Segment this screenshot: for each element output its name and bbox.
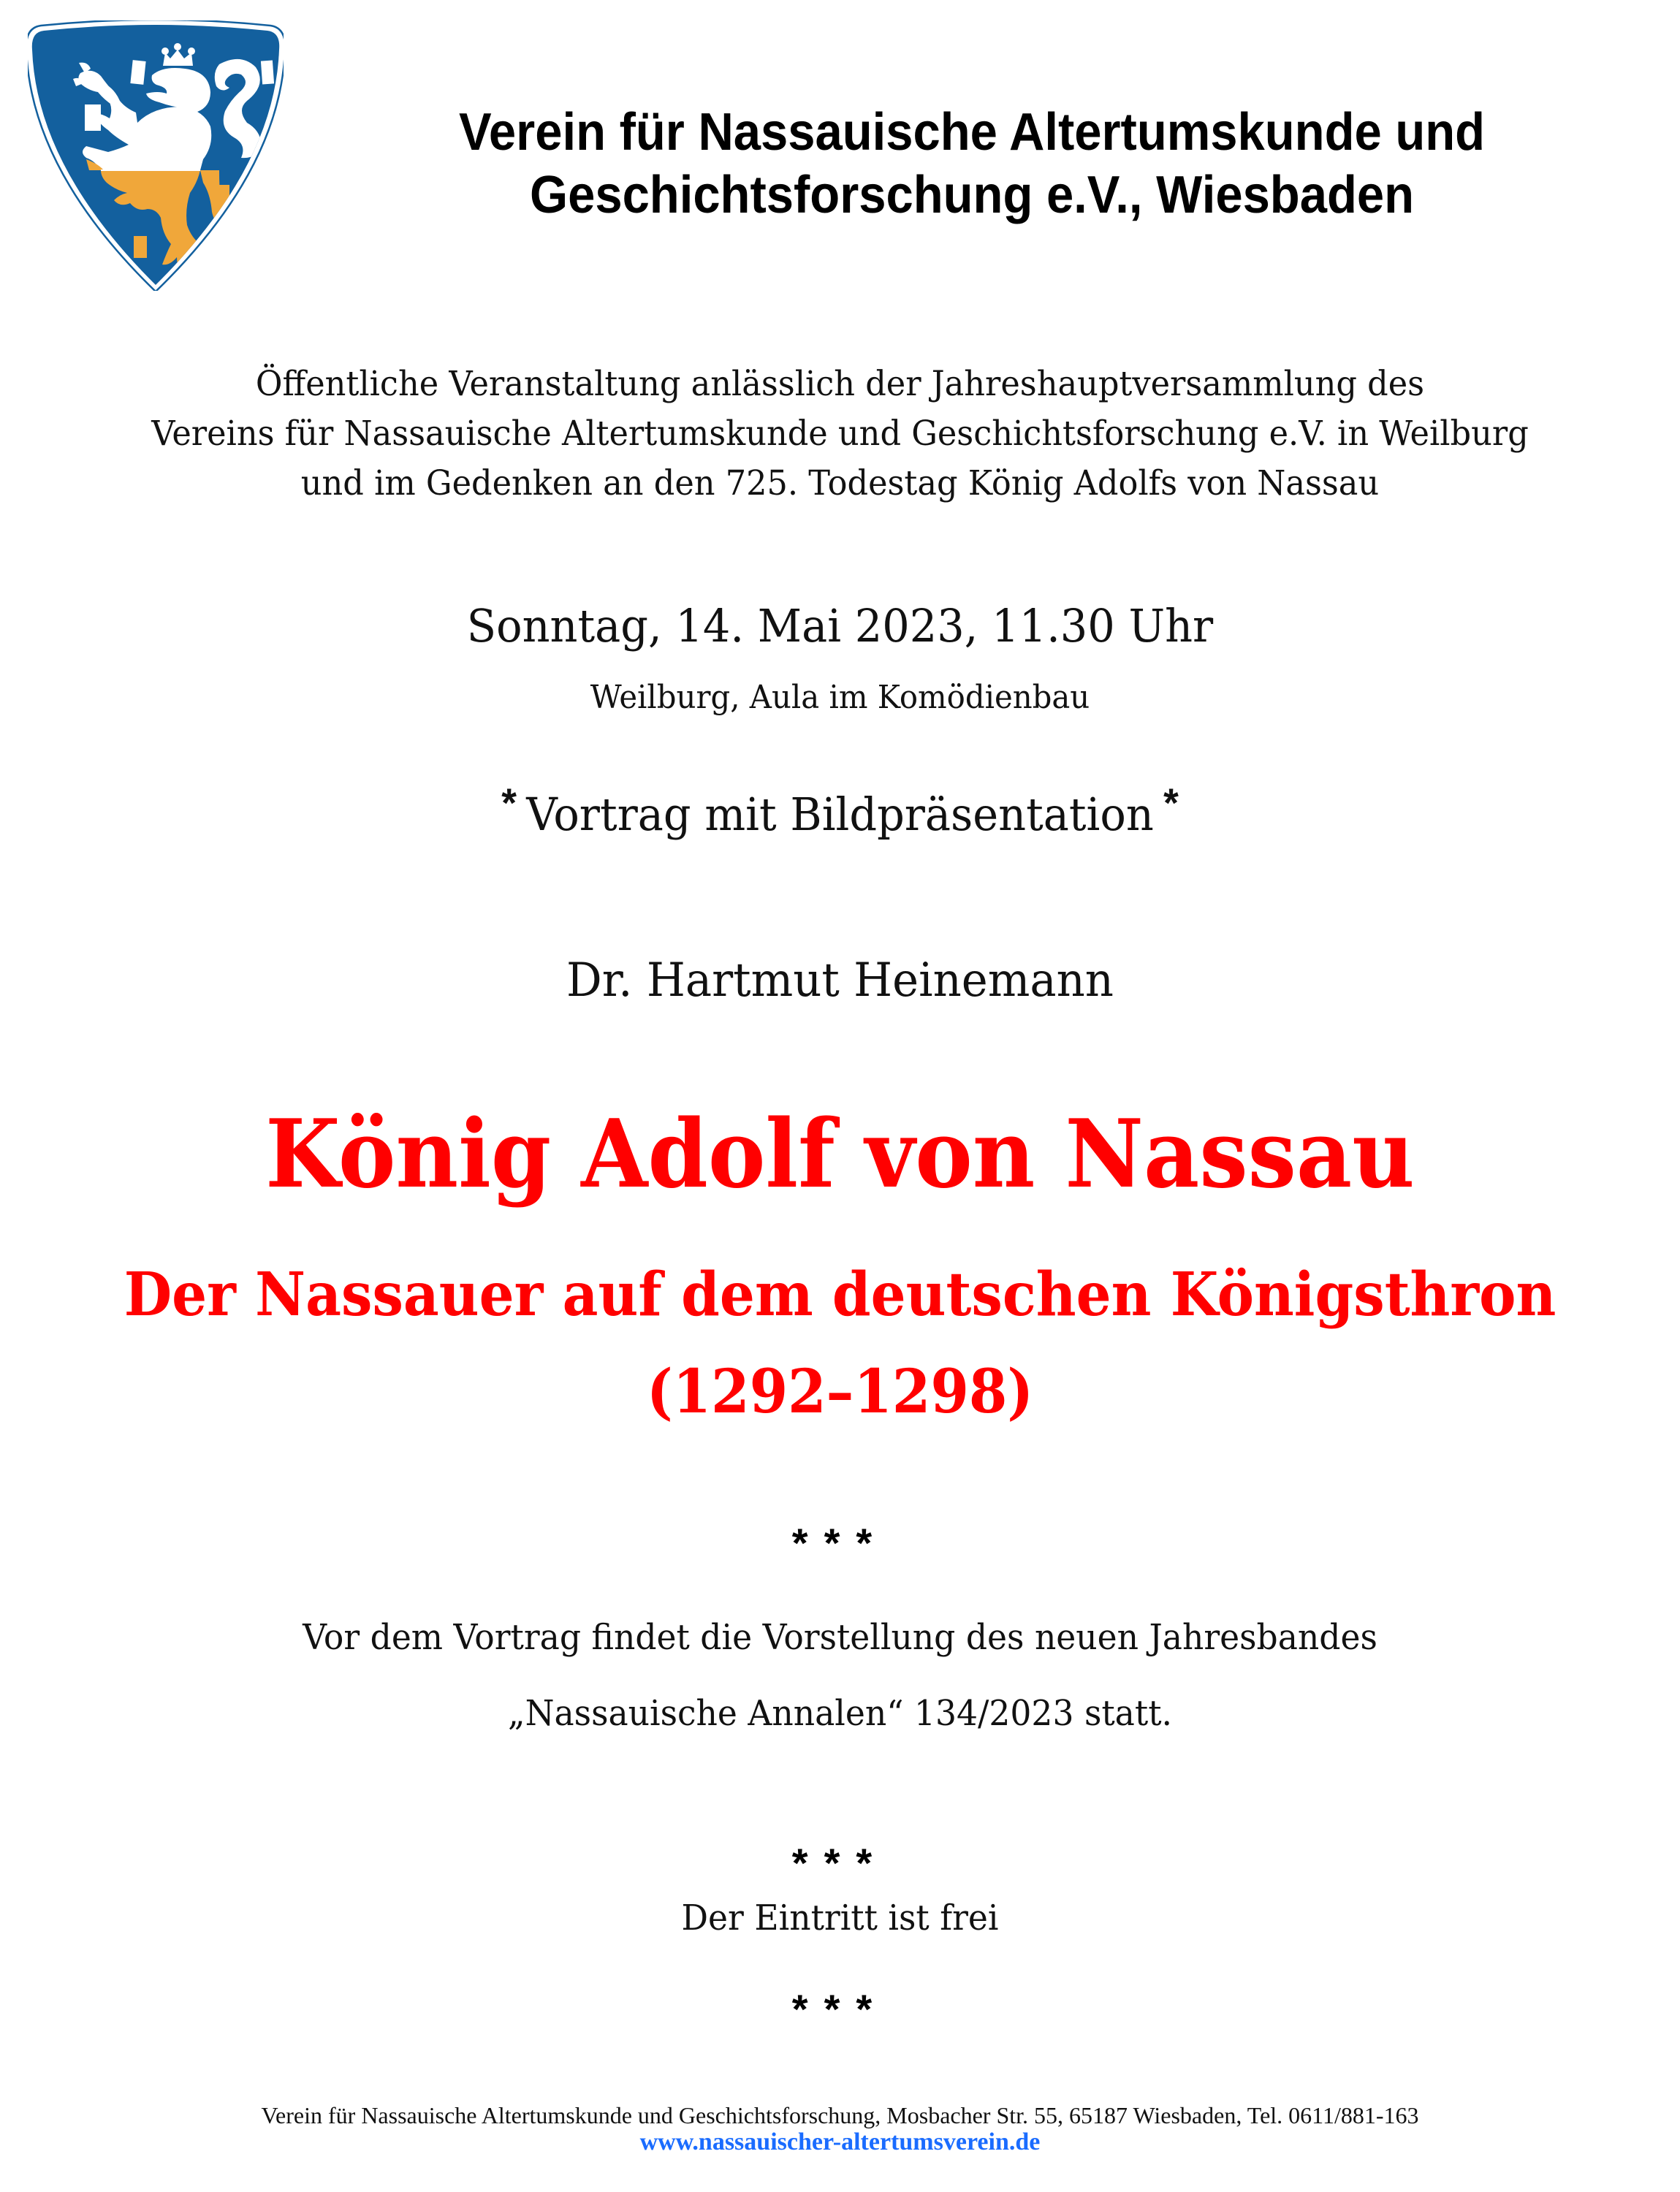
nassau-lion-crest-icon [28,20,284,291]
lecture-subtitle: Der Nassauer auf dem deutschen Königsthron [123,1260,1557,1330]
free-entry-note: Der Eintritt ist frei [681,1898,999,1938]
event-date-time: Sonntag, 14. Mai 2023, 11.30 Uhr [466,599,1214,652]
footer-address: Verein für Nassauische Altertumskunde und Geschichtsforschung, Mosbacher Str. 55, 65187 Wiesbaden, Tel. 0611/881-163 [261,2102,1419,2128]
asterisk-left: * [501,780,517,826]
event-intro-line-1: Öffentliche Veranstaltung anlässlich der Jahreshauptversammlung des [255,364,1425,404]
separator-stars: *** [791,1840,889,1886]
lecture-years: (1292–1298) [646,1357,1034,1427]
website-link[interactable]: www.nassauischer-altertumsverein.de [639,2128,1041,2155]
annals-note-line-2: „Nassauische Annalen“ 134/2023 statt. [507,1693,1173,1734]
event-intro-line-2: Vereins für Nassauische Altertumskunde und Geschichtsforschung e.V. in Weilburg [151,414,1529,454]
lecture-title: König Adolf von Nassau [265,1100,1415,1209]
event-intro [42,359,1638,509]
speaker-name: Dr. Hartmut Heinemann [566,954,1114,1008]
organization-title-line-2: Geschichtsforschung e.V., Wiesbaden [530,166,1414,224]
organization-title-line-1: Verein für Nassauische Altertumskunde und [458,103,1486,161]
separator-stars: *** [791,1986,889,2032]
event-type-label: Vortrag mit Bildpräsentation [526,788,1154,841]
separator-stars: *** [791,1520,889,1566]
annals-note-line-1: Vor dem Vortrag findet die Vorstellung des neuen Jahresbandes [303,1617,1377,1658]
organization-title [367,101,1576,227]
event-intro-line-3: und im Gedenken an den 725. Todestag König Adolfs von Nassau [300,463,1380,503]
event-venue: Weilburg, Aula im Komödienbau [590,679,1090,716]
event-type [42,780,1638,845]
asterisk-right: * [1163,780,1179,826]
